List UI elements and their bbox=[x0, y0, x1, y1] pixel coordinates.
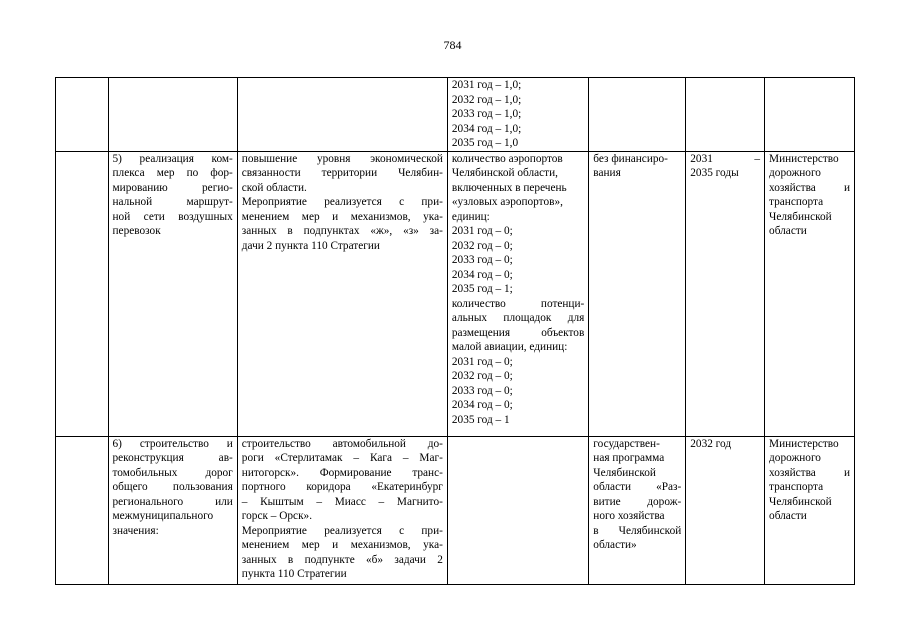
executor-line: дорожного bbox=[769, 452, 821, 464]
cell-measure-name bbox=[108, 78, 237, 152]
executor-line: Челябинской bbox=[769, 495, 832, 508]
financing-line: вания bbox=[593, 167, 621, 179]
measure-name-line: 5) реализация ком- bbox=[112, 152, 233, 165]
financing-line: в Челябинской bbox=[593, 524, 682, 537]
executor-line: Министерство bbox=[769, 152, 839, 165]
table-row-measure-5 bbox=[56, 151, 855, 436]
indicator-line: включенных в перечень bbox=[451, 181, 567, 194]
financing-line: ного хозяйства bbox=[593, 510, 665, 522]
effect-line: роги «Стерлитамак – Кага – Маг- bbox=[241, 452, 443, 464]
effect-line: связанности территории Челябин- bbox=[241, 167, 443, 179]
executor-line: области bbox=[769, 225, 807, 237]
indicator-line: 2035 год – 1; bbox=[451, 283, 513, 295]
effect-line: строительство автомобильной до- bbox=[241, 437, 443, 450]
cell-financing bbox=[589, 78, 686, 152]
cell-financing bbox=[589, 436, 686, 584]
measure-name-line: томобильных дорог bbox=[112, 466, 233, 479]
indicator-line: 2031 год – 0; bbox=[451, 225, 513, 237]
indicator-line: 2033 год – 1,0; bbox=[451, 108, 522, 120]
measure-name-line: перевозок bbox=[112, 225, 161, 237]
indicator-line: малой авиации, единиц: bbox=[451, 341, 568, 353]
cell-indicator bbox=[447, 78, 588, 152]
cell-effect bbox=[237, 151, 447, 436]
effect-line: – Кыштым – Миасс – Магнито- bbox=[241, 495, 443, 508]
measure-name-line: нальной маршрут- bbox=[112, 196, 233, 208]
term-line: 2032 год bbox=[690, 437, 732, 450]
measure-name-line: межмуниципального bbox=[112, 510, 214, 522]
term-line: 2031 – bbox=[690, 152, 761, 165]
cell-term bbox=[686, 78, 765, 152]
cell-executor bbox=[765, 151, 855, 436]
cell-effect bbox=[237, 436, 447, 584]
executor-line: хозяйства и bbox=[769, 466, 850, 479]
cell-indicator bbox=[447, 151, 588, 436]
effect-line: менением мер и механизмов, ука- bbox=[241, 210, 443, 223]
executor-line: транспорта bbox=[769, 481, 824, 493]
cell-term bbox=[686, 151, 765, 436]
cell-financing bbox=[589, 151, 686, 436]
measures-table bbox=[55, 77, 855, 585]
indicator-line: 2034 год – 0; bbox=[451, 399, 513, 411]
indicator-line: размещения объектов bbox=[451, 326, 585, 339]
financing-line: без финансиро- bbox=[593, 152, 668, 165]
measure-name-line: мированию регио- bbox=[112, 181, 233, 194]
indicator-line: единиц: bbox=[451, 210, 490, 223]
financing-line: ная программа bbox=[593, 452, 665, 464]
indicator-line: 2035 год – 1 bbox=[451, 413, 510, 426]
indicator-line: 2032 год – 1,0; bbox=[451, 93, 522, 106]
indicator-line: 2034 год – 0; bbox=[451, 268, 513, 281]
effect-line: дачи 2 пункта 110 Стратегии bbox=[241, 239, 380, 252]
table-row-continuation bbox=[56, 78, 855, 152]
cell-executor bbox=[765, 436, 855, 584]
indicator-line: 2035 год – 1,0 bbox=[451, 137, 519, 149]
measure-name-line: общего пользования bbox=[112, 481, 233, 493]
effect-line: занных в подпункте «б» задачи 2 bbox=[241, 553, 443, 566]
term-line: 2035 годы bbox=[690, 167, 739, 179]
cell-number bbox=[56, 78, 109, 152]
indicator-line: 2031 год – 1,0; bbox=[451, 79, 522, 91]
financing-line: области «Раз- bbox=[593, 481, 682, 493]
executor-line: Министерство bbox=[769, 437, 839, 450]
indicator-line: количество потенци- bbox=[451, 297, 585, 310]
effect-line: нитогорск». Формирование транс- bbox=[241, 466, 443, 479]
cell-measure-name bbox=[108, 436, 237, 584]
cell-executor bbox=[765, 78, 855, 152]
indicator-line: альных площадок для bbox=[451, 312, 585, 324]
executor-line: Челябинской bbox=[769, 210, 832, 223]
indicator-line: 2032 год – 0; bbox=[451, 370, 513, 382]
financing-line: витие дорож- bbox=[593, 495, 682, 508]
financing-line: государствен- bbox=[593, 437, 660, 450]
indicator-line: 2031 год – 0; bbox=[451, 355, 513, 368]
indicator-line: «узловых аэропортов», bbox=[451, 196, 563, 208]
effect-line: Мероприятие реализуется с при- bbox=[241, 196, 443, 208]
cell-number bbox=[56, 436, 109, 584]
effect-line: занных в подпунктах «ж», «з» за- bbox=[241, 225, 443, 237]
executor-line: транспорта bbox=[769, 196, 824, 208]
effect-line: менением мер и механизмов, ука- bbox=[241, 539, 443, 551]
indicator-line: 2033 год – 0; bbox=[451, 384, 513, 397]
page-number: 784 bbox=[443, 38, 462, 52]
measure-name-line: значения: bbox=[112, 524, 159, 537]
cell-measure-name bbox=[108, 151, 237, 436]
cell-number bbox=[56, 151, 109, 436]
effect-line: повышение уровня экономической bbox=[241, 152, 443, 165]
measure-name-line: плекса мер по фор- bbox=[112, 167, 233, 179]
indicator-line: 2032 год – 0; bbox=[451, 239, 513, 252]
indicator-line: Челябинской области, bbox=[451, 167, 558, 179]
measure-name-line: регионального или bbox=[112, 495, 233, 508]
measure-name-line: ной сети воздушных bbox=[112, 210, 233, 223]
executor-line: хозяйства и bbox=[769, 181, 850, 194]
effect-line: горск – Орск». bbox=[241, 510, 313, 522]
indicator-line: количество аэропортов bbox=[451, 152, 563, 165]
financing-line: Челябинской bbox=[593, 466, 656, 479]
measure-name-line: реконструкция ав- bbox=[112, 452, 233, 464]
measure-name-line: 6) строительство и bbox=[112, 437, 233, 450]
indicator-line: 2033 год – 0; bbox=[451, 254, 513, 266]
table-row-measure-6 bbox=[56, 436, 855, 584]
effect-line: ской области. bbox=[241, 181, 307, 194]
executor-line: дорожного bbox=[769, 167, 821, 179]
indicator-line: 2034 год – 1,0; bbox=[451, 122, 522, 135]
effect-line: Мероприятие реализуется с при- bbox=[241, 524, 443, 537]
effect-line: пункта 110 Стратегии bbox=[241, 568, 347, 580]
cell-term bbox=[686, 436, 765, 584]
executor-line: области bbox=[769, 510, 807, 522]
cell-effect bbox=[237, 78, 447, 152]
cell-indicator bbox=[447, 436, 588, 584]
effect-line: портного коридора «Екатеринбург bbox=[241, 481, 443, 493]
financing-line: области» bbox=[593, 539, 637, 551]
